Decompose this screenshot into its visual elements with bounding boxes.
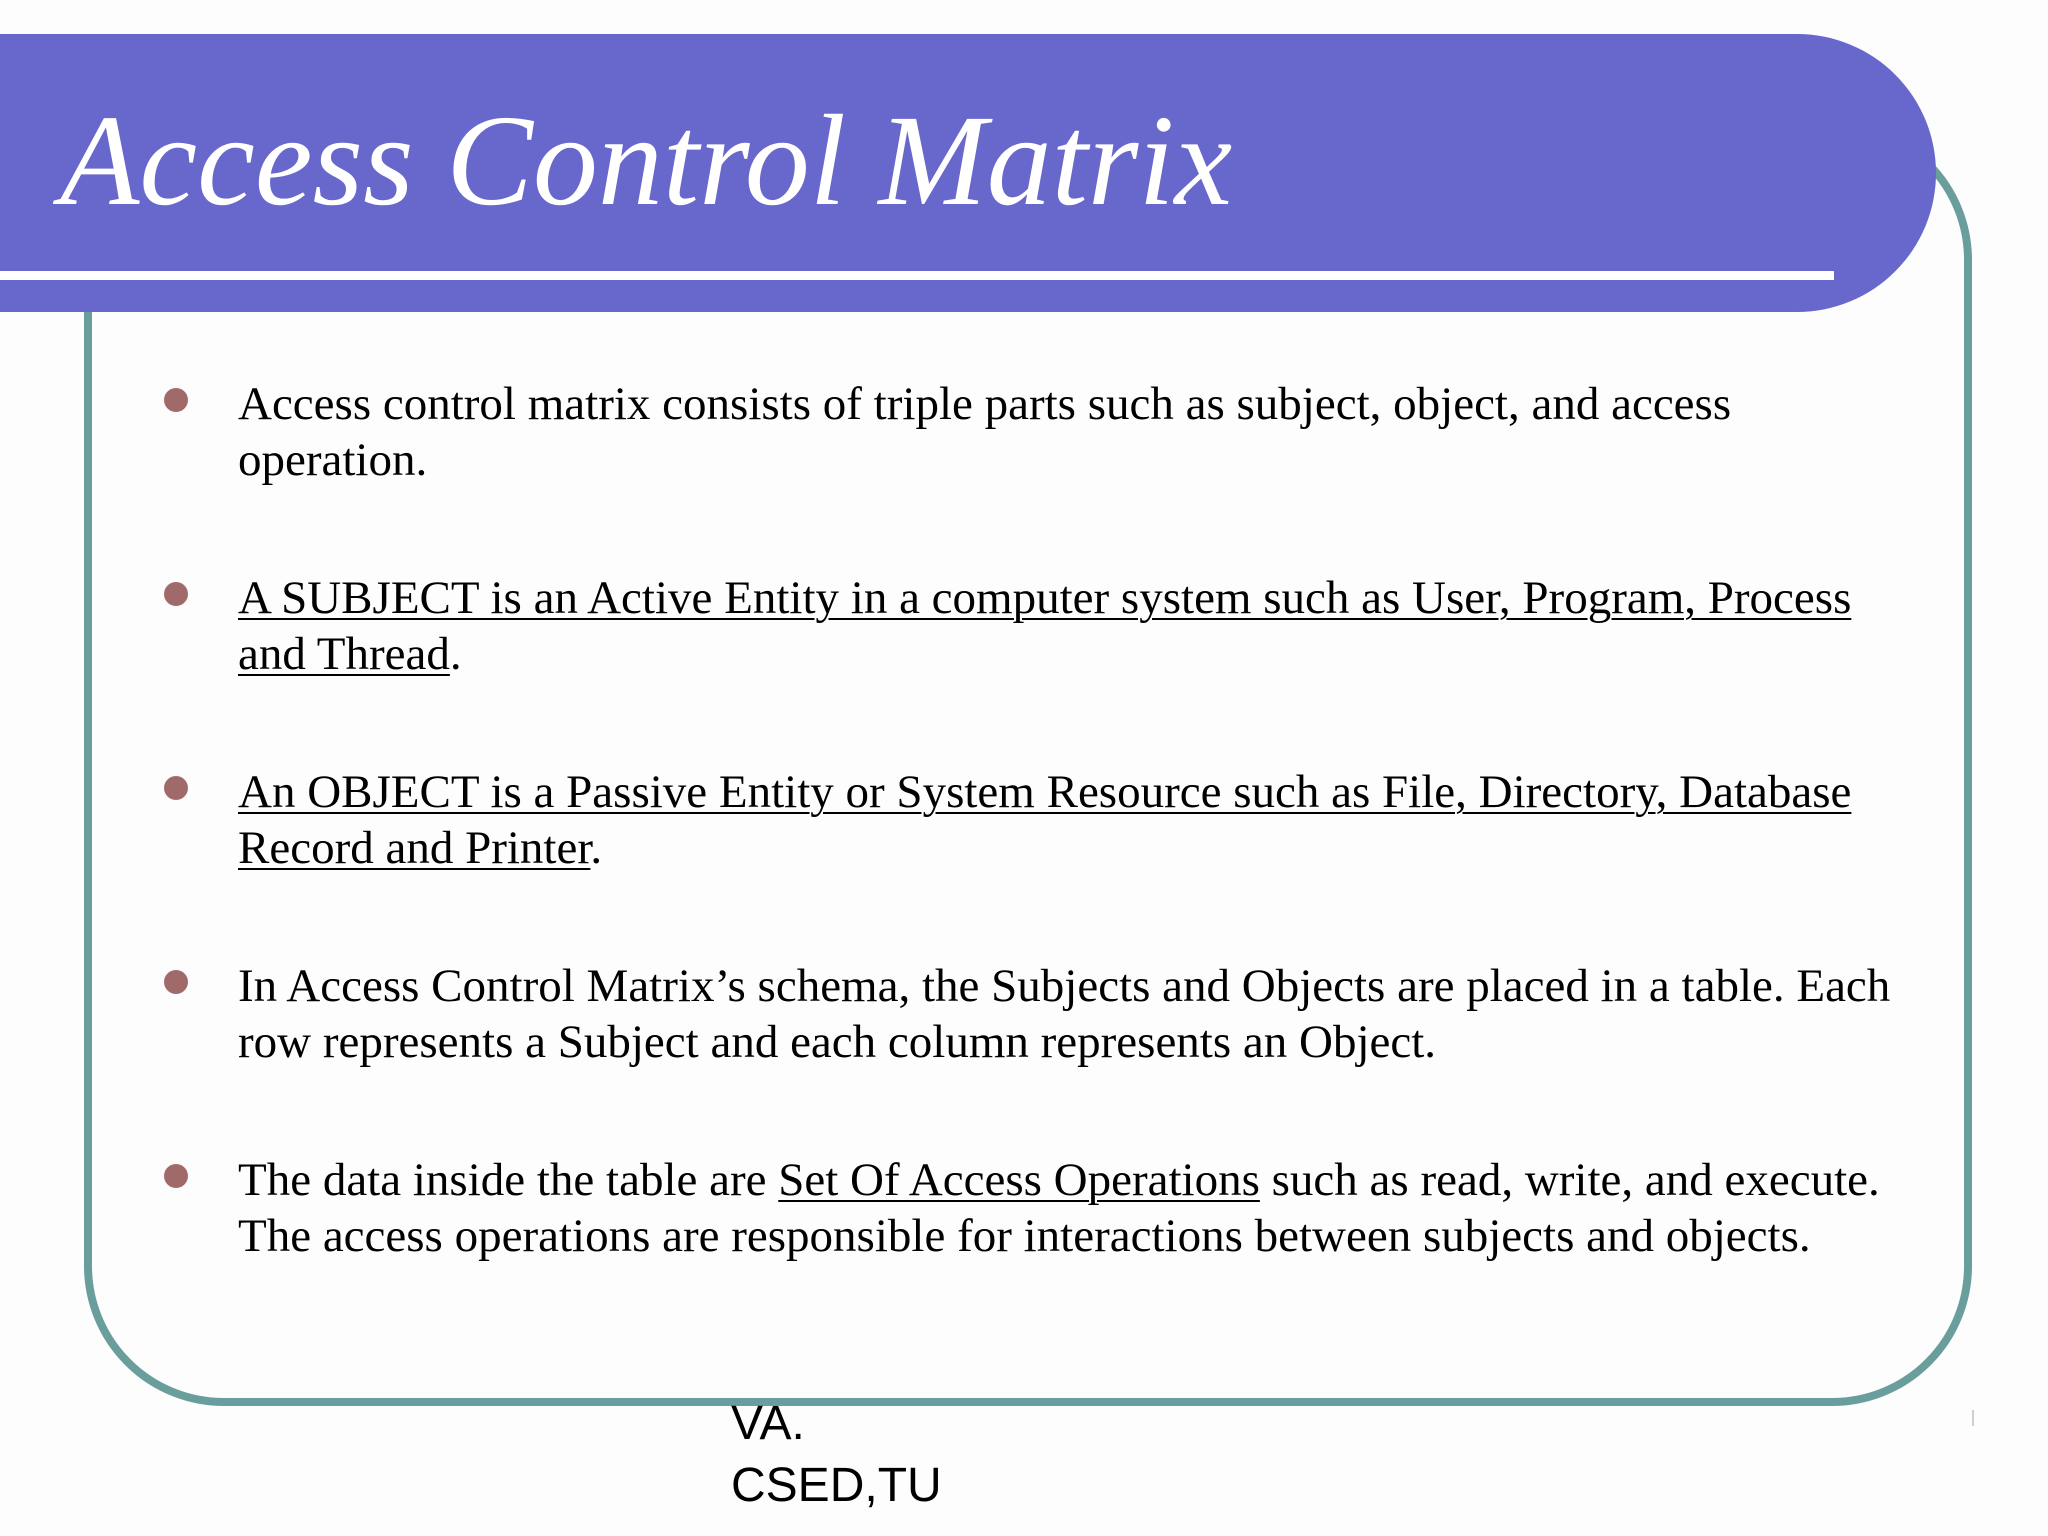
bullet-item-operations bbox=[164, 1152, 1904, 1264]
bullet-suffix: such as read, write, and execute. The access operations are responsible for interactions between subjects and objects. bbox=[238, 1154, 1880, 1262]
bullet-item-object bbox=[164, 764, 1904, 876]
slide-title: Access Control Matrix bbox=[60, 89, 1233, 233]
title-divider bbox=[0, 271, 1834, 280]
bullet-dot-icon bbox=[164, 776, 188, 800]
bullet-prefix: The data inside the table are bbox=[238, 1154, 779, 1206]
bullet-text: Access control matrix consists of triple parts such as subject, object, and access operation. bbox=[238, 378, 1732, 486]
edge-mark bbox=[1972, 1410, 1974, 1426]
bullet-dot-icon bbox=[164, 388, 188, 412]
bullet-underlined-text: A SUBJECT is an Active Entity in a computer system such as User, Program, Process and Thread bbox=[238, 572, 1852, 680]
footer-line-2: CSED,TU bbox=[731, 1459, 942, 1512]
bullet-dot-icon bbox=[164, 582, 188, 606]
bullet-underlined-text: An OBJECT is a Passive Entity or System Resource such as File, Directory, Database Record and Printer bbox=[238, 766, 1852, 874]
bullet-item-definition bbox=[164, 376, 1904, 488]
bullet-item-schema bbox=[164, 958, 1904, 1070]
bullet-text: In Access Control Matrix’s schema, the Subjects and Objects are placed in a table. Each row represents a Subject and each column represents an Object. bbox=[238, 960, 1891, 1068]
bullet-underlined-text: Set Of Access Operations bbox=[778, 1154, 1260, 1206]
footer-line-1: VA. bbox=[731, 1397, 805, 1450]
bullet-suffix: . bbox=[449, 628, 462, 680]
bullet-dot-icon bbox=[164, 1164, 188, 1188]
bullet-list bbox=[164, 376, 1904, 1346]
slide-footer bbox=[731, 1393, 942, 1517]
bullet-suffix: . bbox=[590, 822, 603, 874]
bullet-dot-icon bbox=[164, 970, 188, 994]
bullet-item-subject bbox=[164, 570, 1904, 682]
